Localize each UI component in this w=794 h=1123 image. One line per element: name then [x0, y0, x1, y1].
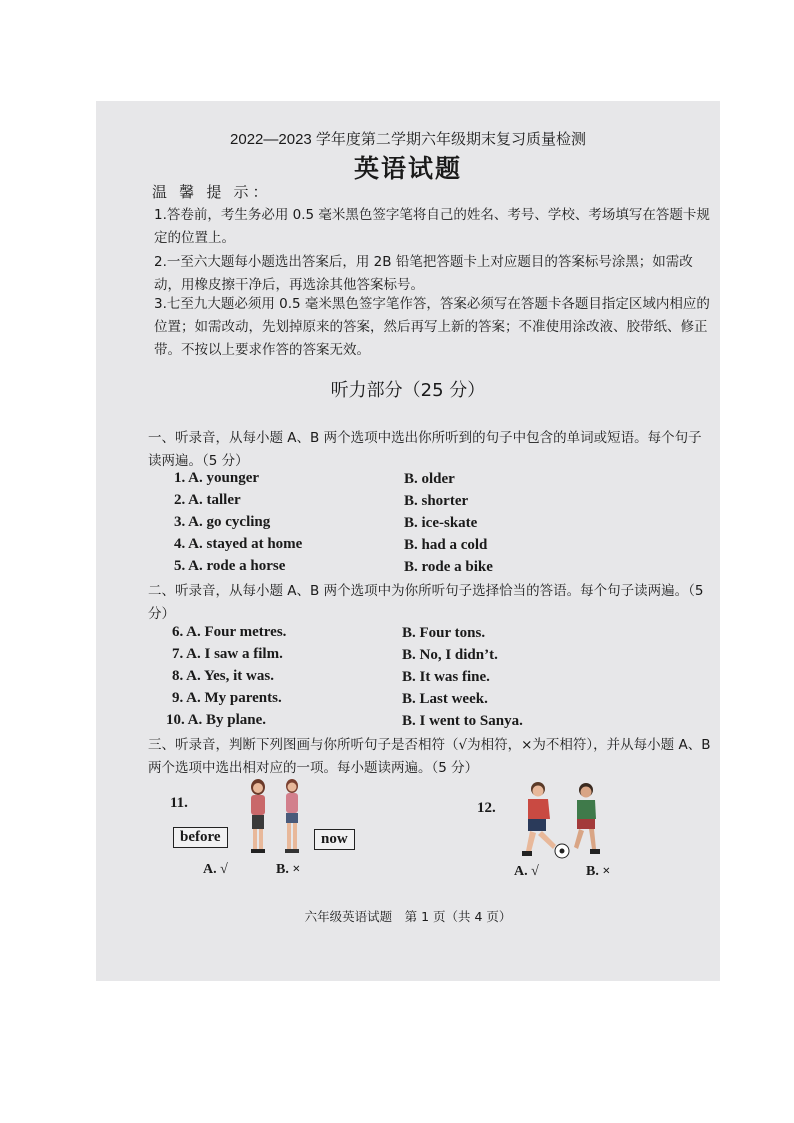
tip-note-3: 3.七至九大题必须用 0.5 毫米黑色签字笔作答，答案必须写在答题卡各题目指定区域内相应的位置；如需改动，先划掉原来的答案，然后再写上新的答案；不准使用涂改液、胶带纸、修正带。不按以上要求作答的答案无效。: [154, 296, 710, 358]
q5-option-a: 5. A. rode a horse: [174, 558, 286, 574]
q11-number: 11.: [170, 795, 188, 811]
section-heading: 听力部分（25 分）: [330, 380, 486, 401]
q11-option-b: B. ×: [276, 862, 301, 877]
part1-instruction: 一、听录音，从每小题 A、B 两个选项中选出你所听到的句子中包含的单词或短语。每个句子读两遍。（5 分）: [148, 430, 702, 469]
q11-girls-illustration: [240, 777, 310, 857]
soccer-ball: [555, 844, 569, 858]
q9-option-a: 9. A. My parents.: [172, 690, 282, 706]
q3-option-b: B. ice-skate: [404, 515, 478, 531]
exam-paper: [96, 101, 720, 981]
q11-now-label: now: [314, 829, 355, 850]
tip-note-2: 2.一至六大题每小题选出答案后，用 2B 铅笔把答题卡上对应题目的答案标号涂黑；如需改动，用橡皮擦干净后，再选涂其他答案标号。: [154, 254, 693, 293]
q3-option-a: 3. A. go cycling: [174, 514, 271, 530]
q8-option-a: 8. A. Yes, it was.: [172, 668, 274, 684]
q1-option-a: 1. A. younger: [174, 470, 260, 486]
girl-before-figure: [251, 779, 265, 853]
q11-option-a: A. √: [203, 862, 228, 877]
q7-option-b: B. No, I didn’t.: [402, 647, 498, 663]
q10-option-a: 10. A. By plane.: [166, 712, 267, 728]
part3-instruction: 三、听录音，判断下列图画与你所听句子是否相符（√为相符，×为不相符），并从每小题 A、B 两个选项中选出相对应的一项。每小题读两遍。（5 分）: [148, 737, 711, 776]
q11-before-label: before: [173, 827, 228, 848]
q12-soccer-illustration: [516, 779, 608, 863]
q4-option-b: B. had a cold: [404, 537, 488, 553]
q12-option-b: B. ×: [586, 864, 611, 879]
exam-title: 2022—2023 学年度第二学期六年级期末复习质量检测: [230, 131, 586, 148]
q2-option-b: B. shorter: [404, 493, 469, 509]
q7-option-a: 7. A. I saw a film.: [172, 646, 283, 662]
q6-option-a: 6. A. Four metres.: [172, 624, 287, 640]
q1-option-b: B. older: [404, 471, 455, 487]
q9-option-b: B. Last week.: [402, 691, 488, 707]
q4-option-a: 4. A. stayed at home: [174, 536, 303, 552]
subject-title: 英语试题: [353, 154, 462, 183]
q12-number: 12.: [477, 800, 496, 816]
boy-left-figure: [522, 782, 556, 856]
tip-note-1: 1.答卷前，考生务必用 0.5 毫米黑色签字笔将自己的姓名、考号、学校、考场填写在答题卡规定的位置上。: [154, 207, 710, 246]
part2-instruction: 二、听录音，从每小题 A、B 两个选项中为你所听句子选择恰当的答语。每个句子读两遍。（5 分）: [148, 583, 704, 622]
boy-right-figure: [574, 783, 600, 854]
q6-option-b: B. Four tons.: [402, 625, 486, 641]
q12-option-a: A. √: [514, 864, 539, 879]
q5-option-b: B. rode a bike: [404, 559, 493, 575]
girl-now-figure: [285, 779, 299, 853]
tips-heading: 温 馨 提 示：: [152, 184, 272, 201]
page-footer: 六年级英语试题 第 1 页（共 4 页）: [304, 909, 512, 924]
q2-option-a: 2. A. taller: [174, 492, 241, 508]
q10-option-b: B. I went to Sanya.: [402, 713, 523, 729]
q8-option-b: B. It was fine.: [402, 669, 490, 685]
